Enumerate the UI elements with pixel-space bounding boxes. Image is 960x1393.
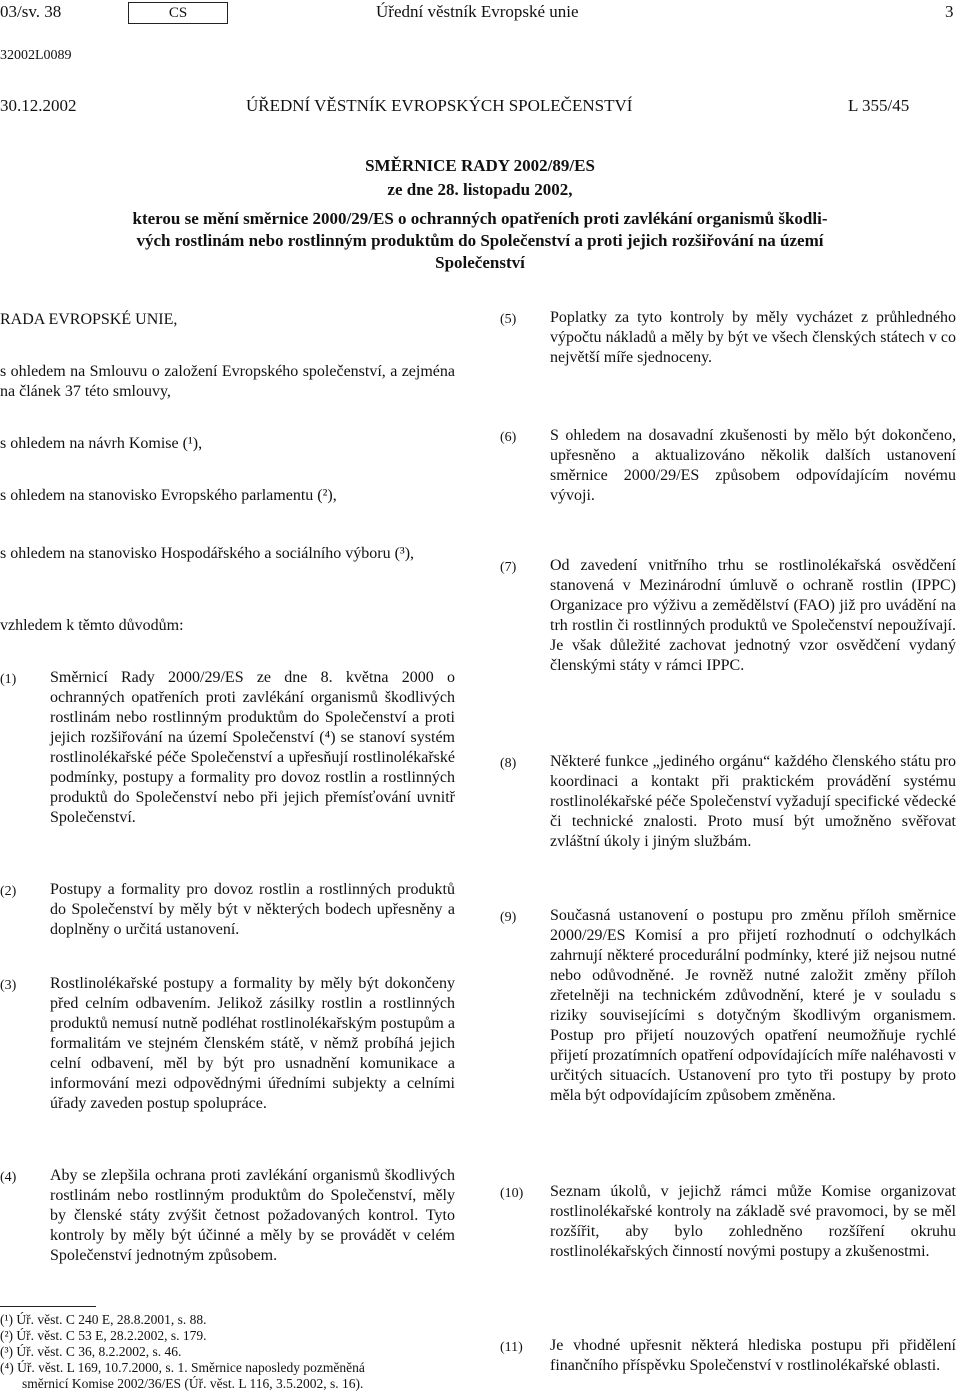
recital-number: (2) [0, 884, 17, 899]
celex-number: 32002L0089 [0, 48, 72, 63]
subtitle-line: kterou se mění směrnice 2000/29/ES o ochranných opatřeních proti zavlékání organismů škodli- [132, 209, 828, 228]
recital-text: Směrnicí Rady 2000/29/ES ze dne 8. května 2000 o ochranných opatřeních proti zavlékání organismů škodlivých rostlinám nebo rostlinným produktům do Společenství a proti jejich rozšiřování na území Společenství (⁴) se stanoví systém rostlinolékařské péče Společenství a upřesňují rostlinolékařské podmínky, postupy a formality pro dovoz rostlin a rostlinných produktů do Společenství nebo při jejich přemísťování uvnitř Společenství. [50, 669, 455, 826]
recital-number: (10) [500, 1186, 524, 1201]
recital-number: (5) [500, 312, 517, 327]
subtitle-line: vých rostlinám nebo rostlinným produktům do Společenství a proti jejich rozšiřování na území [136, 231, 824, 250]
footnote-separator [0, 1306, 96, 1307]
subtitle-line: Společenství [435, 253, 525, 272]
recital-text: Některé funkce „jediného orgánu“ každého členského státu pro koordinaci a kontakt při praktickém provádění systému rostlinolékařské péče Společenství vyžadují specifické vědecké či technické znalosti. Proto musí být umožněno svěřovat zvláštní úkoly i jiným službám. [550, 753, 956, 850]
preamble-whereas: vzhledem k těmto důvodům: [0, 617, 184, 634]
recital-text: Postupy a formality pro dovoz rostlin a rostlinných produktů do Společenství by měly být v některých bodech upřesněny a doplněny o určitá ustanovení. [50, 881, 455, 938]
footnote: (²) Úř. věst. C 53 E, 28.2.2002, s. 179. [0, 1328, 207, 1343]
preamble-council: RADA EVROPSKÉ UNIE, [0, 311, 178, 328]
preamble-treaty: s ohledem na Smlouvu o založení Evropského společenství, a zejména na článek 37 této smlouvy, [0, 363, 455, 400]
oj-reference: L 355/45 [848, 96, 910, 115]
recital-number: (4) [0, 1170, 17, 1185]
preamble-esc: s ohledem na stanovisko Hospodářského a sociálního výboru (³), [0, 545, 415, 562]
oj-date: 30.12.2002 [0, 96, 77, 115]
preamble-commission: s ohledem na návrh Komise (¹), [0, 435, 203, 452]
language-badge: CS [128, 2, 228, 24]
recital-text: Poplatky za tyto kontroly by měly vycházet z průhledného výpočtu nákladů a měly by být ve všech členských státech v co největší míře sjednoceny. [550, 309, 956, 366]
recital-number: (1) [0, 672, 17, 687]
preamble-parliament: s ohledem na stanovisko Evropského parlamentu (²), [0, 487, 337, 504]
footnote: (⁴) Úř. věst. L 169, 10.7.2000, s. 1. Směrnice naposledy pozměněná [0, 1360, 365, 1375]
footnote: (¹) Úř. věst. C 240 E, 28.8.2001, s. 88. [0, 1312, 207, 1327]
recital-number: (3) [0, 978, 17, 993]
footnote: (³) Úř. věst. C 36, 8.2.2002, s. 46. [0, 1344, 182, 1359]
recital-number: (11) [500, 1340, 523, 1355]
oj-journal-title: ÚŘEDNÍ VĚSTNÍK EVROPSKÝCH SPOLEČENSTVÍ [246, 96, 633, 115]
recital-text: Od zavedení vnitřního trhu se rostlinolékařská osvědčení stanovená v Mezinárodní úmluvě o ochraně rostlin (IPPC) Organizace pro výživu a zemědělství (FAO) již pro uvádění na trh rostlin či rostlinných produktů ve Společenství nepoužívají. Je však důležité zachovat jednotný vzor osvědčení vydaný členskými státy v rámci IPPC. [550, 557, 956, 674]
issue-number: 03/sv. 38 [0, 2, 62, 21]
recital-text: S ohledem na dosavadní zkušenosti by mělo být dokončeno, upřesněno a aktualizováno několik dalších ustanovení směrnice 2000/29/ES způsobem odpovídajícím novému vývoji. [550, 427, 956, 504]
directive-title: SMĚRNICE RADY 2002/89/ES [365, 156, 595, 175]
recital-text: Seznam úkolů, v jejichž rámci může Komise organizovat rostlinolékařské kontroly na základě své pravomoci, by se měl rozšířit, aby bylo zohledněno rozšíření okruhu rostlinolékařských činností novými postupy a zkušenostmi. [550, 1183, 956, 1260]
journal-name: Úřední věstník Evropské unie [376, 2, 579, 21]
directive-subtitle [0, 208, 960, 274]
recital-text: Současná ustanovení o postupu pro změnu příloh směrnice 2000/29/ES Komisí a pro přijetí rozhodnutí o odchylkách zahrnují některé procedurální podmínky, které již nejsou nutné nebo odůvodněné. Je rovněž nutné založit změny příloh zřetelněji na technickém zdůvodnění, které je v souladu s riziky souvisejícími s dotyčným škodlivým organismem. Postup pro přijetí nouzových opatření neumožňuje rychlé přijetí prozatímních opatření odpovídajících míře naléhavosti v určitých situacích. Ustanovení pro tyto tři postupy by proto měla být odpovídajícím způsobem změněna. [550, 907, 956, 1104]
recital-number: (8) [500, 756, 517, 771]
recital-number: (7) [500, 560, 517, 575]
recital-text: Rostlinolékařské postupy a formality by měly být dokončeny před celním odbavením. Jelikož zásilky rostlin a rostlinných produktů nemusí nutně podléhat rostlinolékařským postupům a formalitám ve stejném členském státě, v němž probíhá jejich celní odbavení, měl by být pro usnadnění komunikace a informování mezi odpovědnými úředními subjekty a celními úřady zaveden postup spolupráce. [50, 975, 455, 1112]
recital-text: Aby se zlepšila ochrana proti zavlékání organismů škodlivých rostlinám nebo rostlinným produktům do Společenství, měly by členské státy zvýšit četnost požadovaných kontrol. Tyto kontroly by měly být účinné a měly by se provádět v celém Společenství jednotným způsobem. [50, 1167, 455, 1264]
footnote: směrnicí Komise 2002/36/ES (Úř. věst. L 116, 3.5.2002, s. 16). [22, 1376, 364, 1391]
recital-number: (9) [500, 910, 517, 925]
page-number: 3 [945, 2, 954, 21]
recital-text: Je vhodné upřesnit některá hlediska postupu při přidělení finančního příspěvku Společenství v rostlinolékařské oblasti. [550, 1337, 956, 1374]
recital-number: (6) [500, 430, 517, 445]
directive-date: ze dne 28. listopadu 2002, [387, 180, 573, 199]
